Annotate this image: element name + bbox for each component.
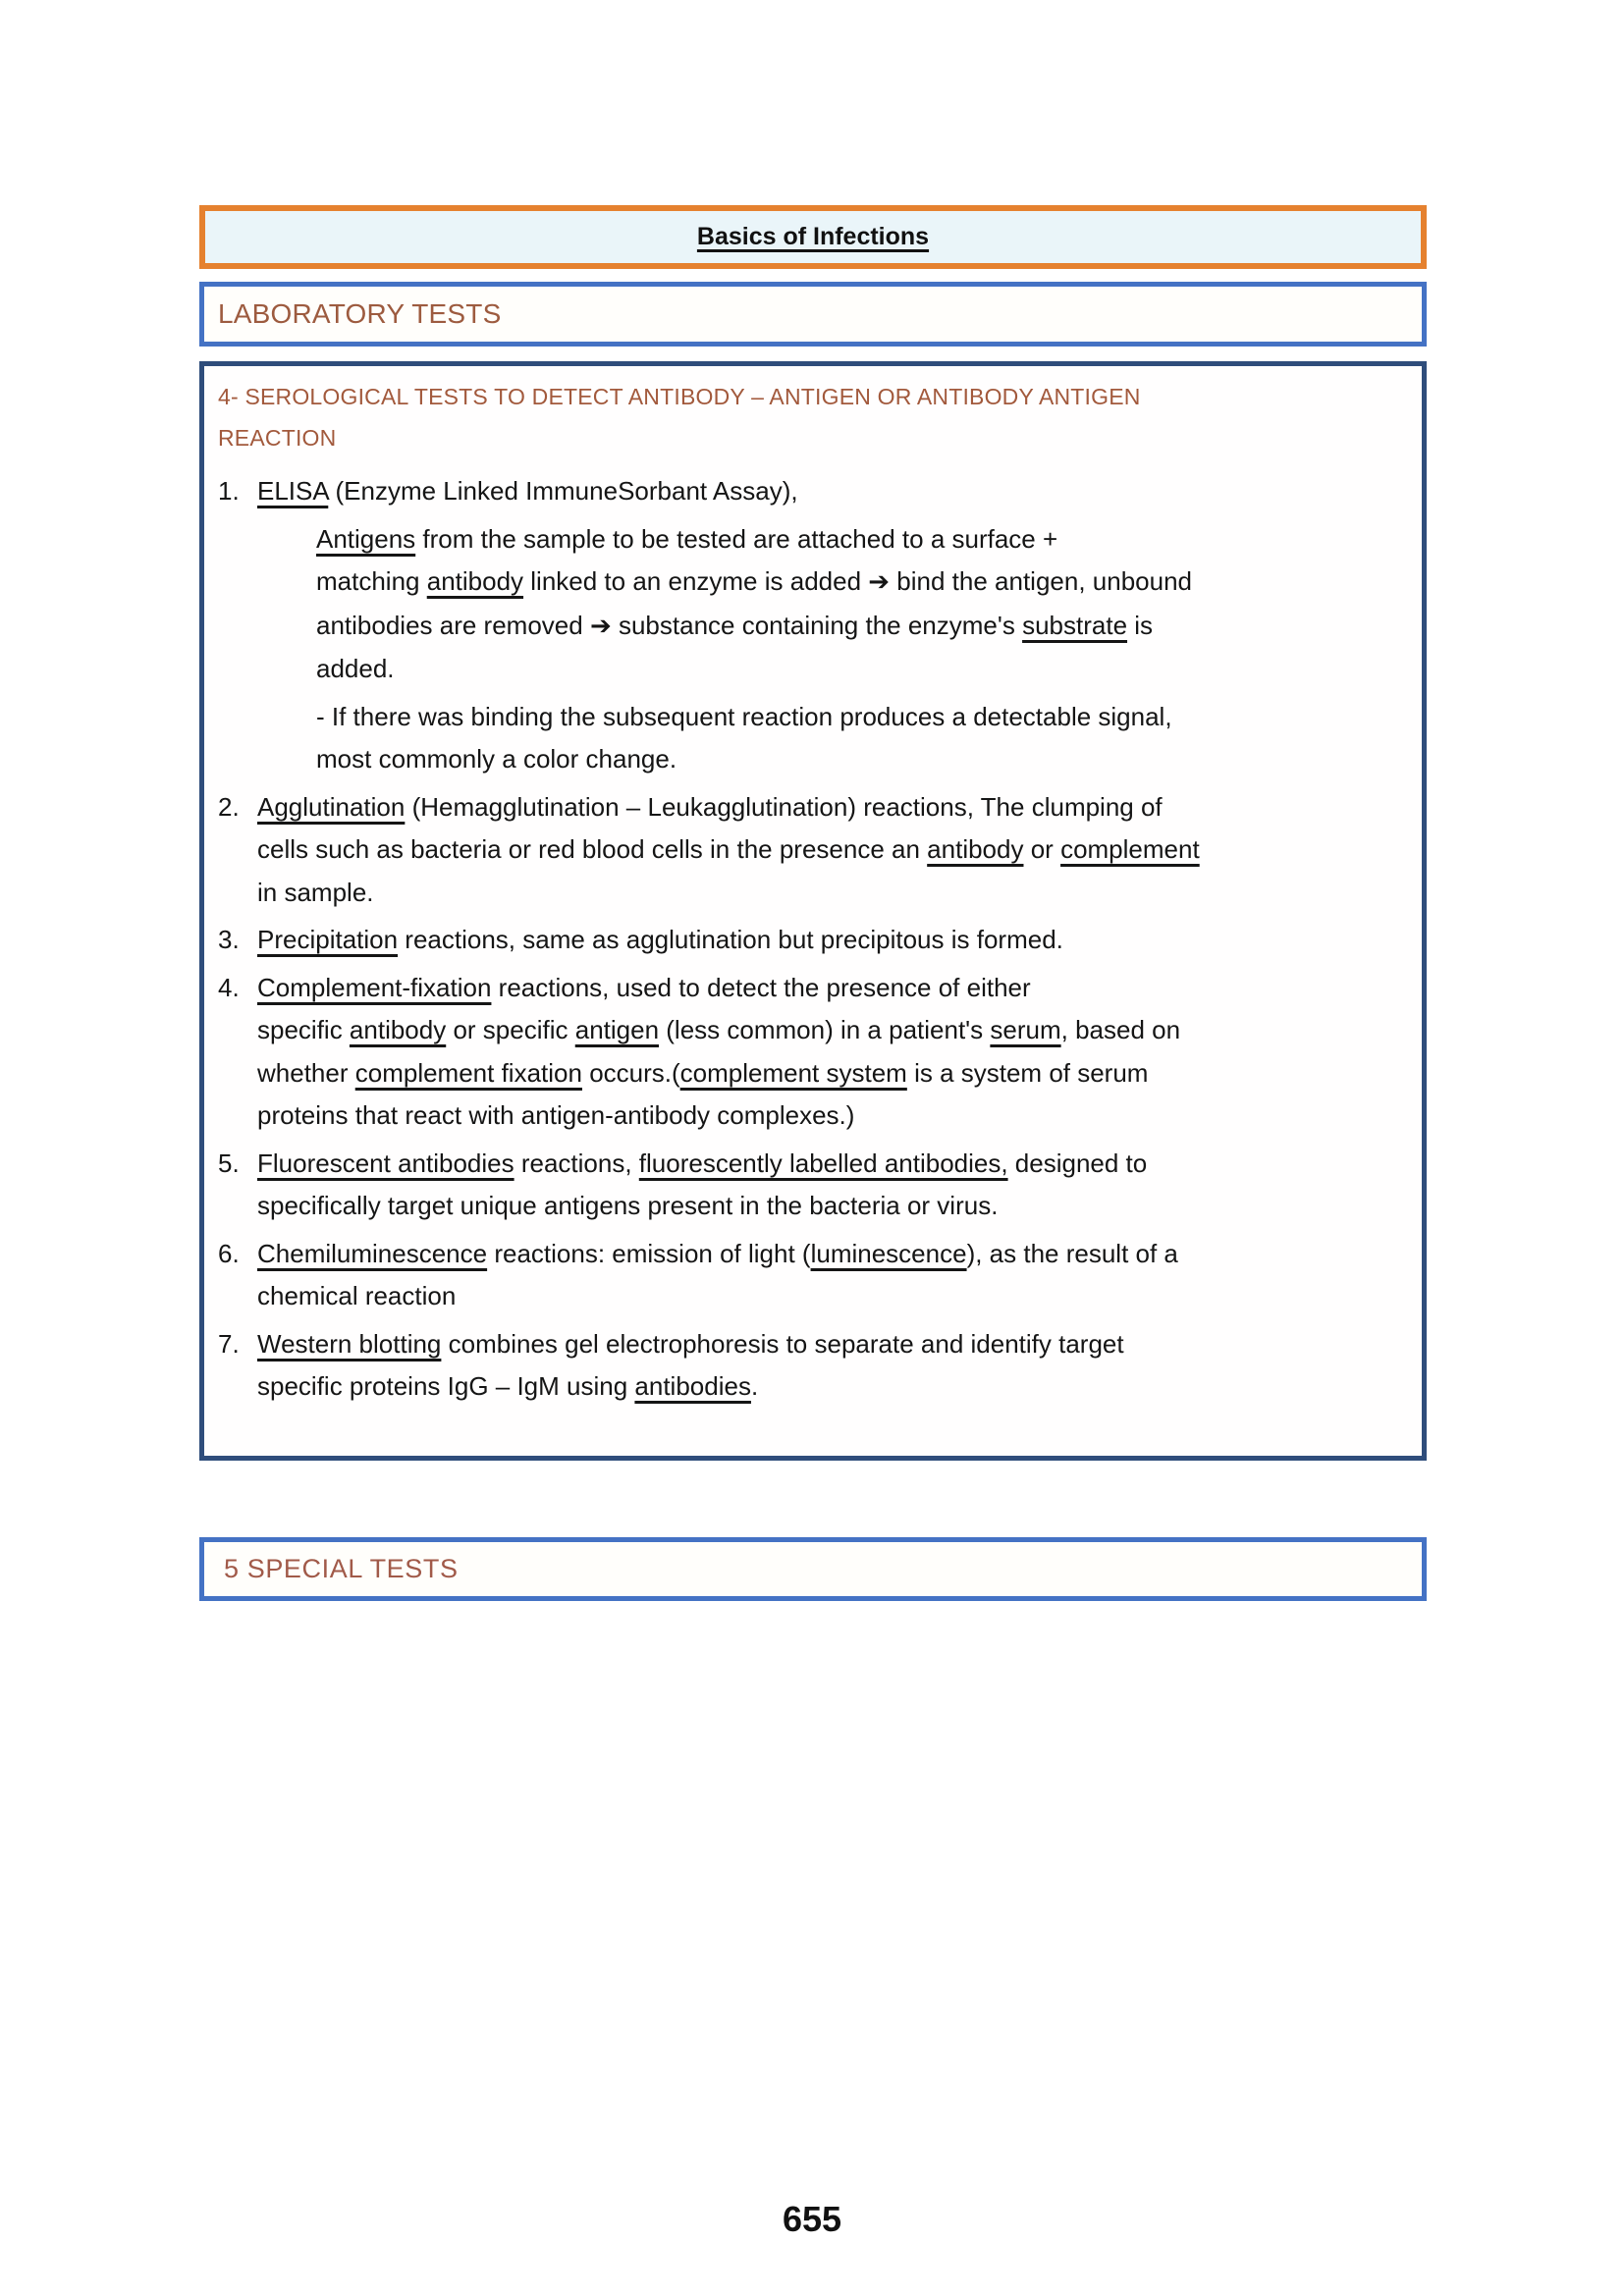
list-item-number: 1. (218, 476, 240, 506)
text-run: , based on (1060, 1015, 1181, 1044)
text-run: luminescence (810, 1238, 967, 1268)
section-special-tests (199, 1537, 1427, 1601)
text-run: antibody (426, 566, 524, 596)
special-tests-label: 5 SPECIAL TESTS (224, 1554, 459, 1583)
text-run: reactions, same as agglutination but precipitous is formed. (398, 925, 1063, 954)
list-item (218, 786, 1394, 915)
text-run: is (1127, 610, 1154, 640)
text-run: . (750, 1371, 759, 1401)
text-run: matching (316, 566, 427, 596)
list-item-body (257, 470, 1394, 781)
text-run: complement (1060, 834, 1200, 864)
text-run: is a system of serum (906, 1057, 1149, 1088)
text-run: in sample. (257, 877, 374, 907)
text-run: designed to (1007, 1148, 1148, 1178)
text-run: fluorescently labelled antibodies, (638, 1148, 1008, 1178)
page-title: Basics of Infections (696, 223, 930, 250)
list-item-text (257, 786, 1394, 915)
text-run: combines gel electrophoresis to separate and identify target (441, 1328, 1124, 1359)
list-item (218, 1323, 1394, 1409)
text-run: antibodies (634, 1371, 751, 1401)
text-run: from the sample to be tested are attached to a surface + (415, 523, 1058, 554)
text-run: Fluorescent antibodies (257, 1148, 514, 1178)
text-run: (Enzyme Linked ImmuneSorbant Assay), (328, 476, 798, 506)
text-run: or (1023, 834, 1061, 864)
text-run: ), as the result of a (966, 1238, 1178, 1268)
list-item-body (257, 786, 1394, 915)
list-item-text (257, 1233, 1394, 1318)
text-run: most commonly a color change. (316, 744, 677, 774)
text-run: reactions, (514, 1148, 639, 1178)
list-item-body (257, 967, 1394, 1138)
text-run: ELISA (257, 476, 329, 506)
text-run: antibody (349, 1015, 447, 1044)
list-item (218, 470, 1394, 781)
text-run: antibody (927, 834, 1024, 864)
text-run: occurs.( (581, 1057, 680, 1088)
section-laboratory-tests (199, 282, 1427, 347)
text-run: reactions, used to detect the presence of either (491, 972, 1031, 1002)
text-run: serum (990, 1015, 1061, 1044)
text-run: Antigens (316, 523, 416, 554)
title-banner (199, 205, 1427, 269)
list-item-text (257, 470, 1394, 513)
text-run: specific (257, 1015, 350, 1044)
list-item-body (257, 1323, 1394, 1409)
text-run: cells such as bacteria or red blood cells in the presence an (257, 834, 928, 864)
list-item-text (257, 1323, 1394, 1409)
laboratory-tests-label: LABORATORY TESTS (218, 298, 502, 329)
text-run: - If there was binding the subsequent reaction produces a detectable signal, (316, 701, 1172, 731)
list-item-text (257, 1143, 1394, 1228)
arrow-icon: ➔ (589, 611, 612, 641)
list-item (218, 919, 1394, 962)
text-run: linked to an enzyme is added (523, 566, 869, 596)
text-run: reactions: emission of light ( (487, 1238, 811, 1268)
text-run: added. (316, 654, 395, 683)
list-item (218, 967, 1394, 1138)
text-run: bind the antigen, unbound (890, 566, 1192, 596)
serology-section (199, 361, 1427, 1461)
text-run: chemical reaction (257, 1281, 457, 1310)
list-item-number: 2. (218, 791, 240, 822)
text-run: substance containing the enzyme's (611, 610, 1023, 640)
list-item-body (257, 1143, 1394, 1228)
text-run: Complement-fixation (257, 972, 492, 1002)
list-item-number: 4. (218, 972, 240, 1002)
text-run: (less common) in a patient's (659, 1015, 991, 1044)
serology-heading (218, 376, 1394, 458)
text-run: antibodies are removed (316, 610, 590, 640)
text-run: substrate (1022, 610, 1128, 640)
list-item-subparagraph (316, 696, 1394, 781)
list-item-text (257, 967, 1394, 1138)
text-run: antigen (574, 1015, 660, 1044)
text-run: Precipitation (257, 925, 399, 954)
text-run: Western blotting (257, 1328, 442, 1359)
list-item-number: 6. (218, 1238, 240, 1268)
text-run: (Hemagglutination – Leukagglutination) reactions, The clumping of (405, 791, 1163, 822)
text-run: Agglutination (257, 791, 406, 822)
text-run: whether (257, 1057, 355, 1088)
text-run: 4- SEROLOGICAL TESTS TO DETECT ANTIBODY – ANTIGEN OR ANTIBODY ANTIGEN (218, 384, 1141, 409)
text-run: or specific (446, 1015, 575, 1044)
text-run: Chemiluminescence (257, 1238, 488, 1268)
list-item-body (257, 1233, 1394, 1318)
list-item-text (257, 919, 1394, 962)
list-item-subparagraph (316, 518, 1394, 691)
text-run: specific proteins IgG – IgM using (257, 1371, 635, 1401)
serology-list (218, 470, 1394, 1409)
page-number: 655 (782, 2199, 842, 2239)
list-item-body (257, 919, 1394, 962)
text-run: REACTION (218, 425, 337, 451)
list-item (218, 1233, 1394, 1318)
text-run: complement fixation (354, 1057, 582, 1088)
text-run: complement system (679, 1057, 907, 1088)
arrow-icon: ➔ (868, 567, 891, 597)
list-item-number: 5. (218, 1148, 240, 1178)
list-item-number: 3. (218, 925, 240, 954)
text-run: specifically target unique antigens present in the bacteria or virus. (257, 1191, 999, 1220)
list-item-number: 7. (218, 1328, 240, 1359)
text-run: proteins that react with antigen-antibody complexes.) (257, 1100, 855, 1130)
list-item (218, 1143, 1394, 1228)
